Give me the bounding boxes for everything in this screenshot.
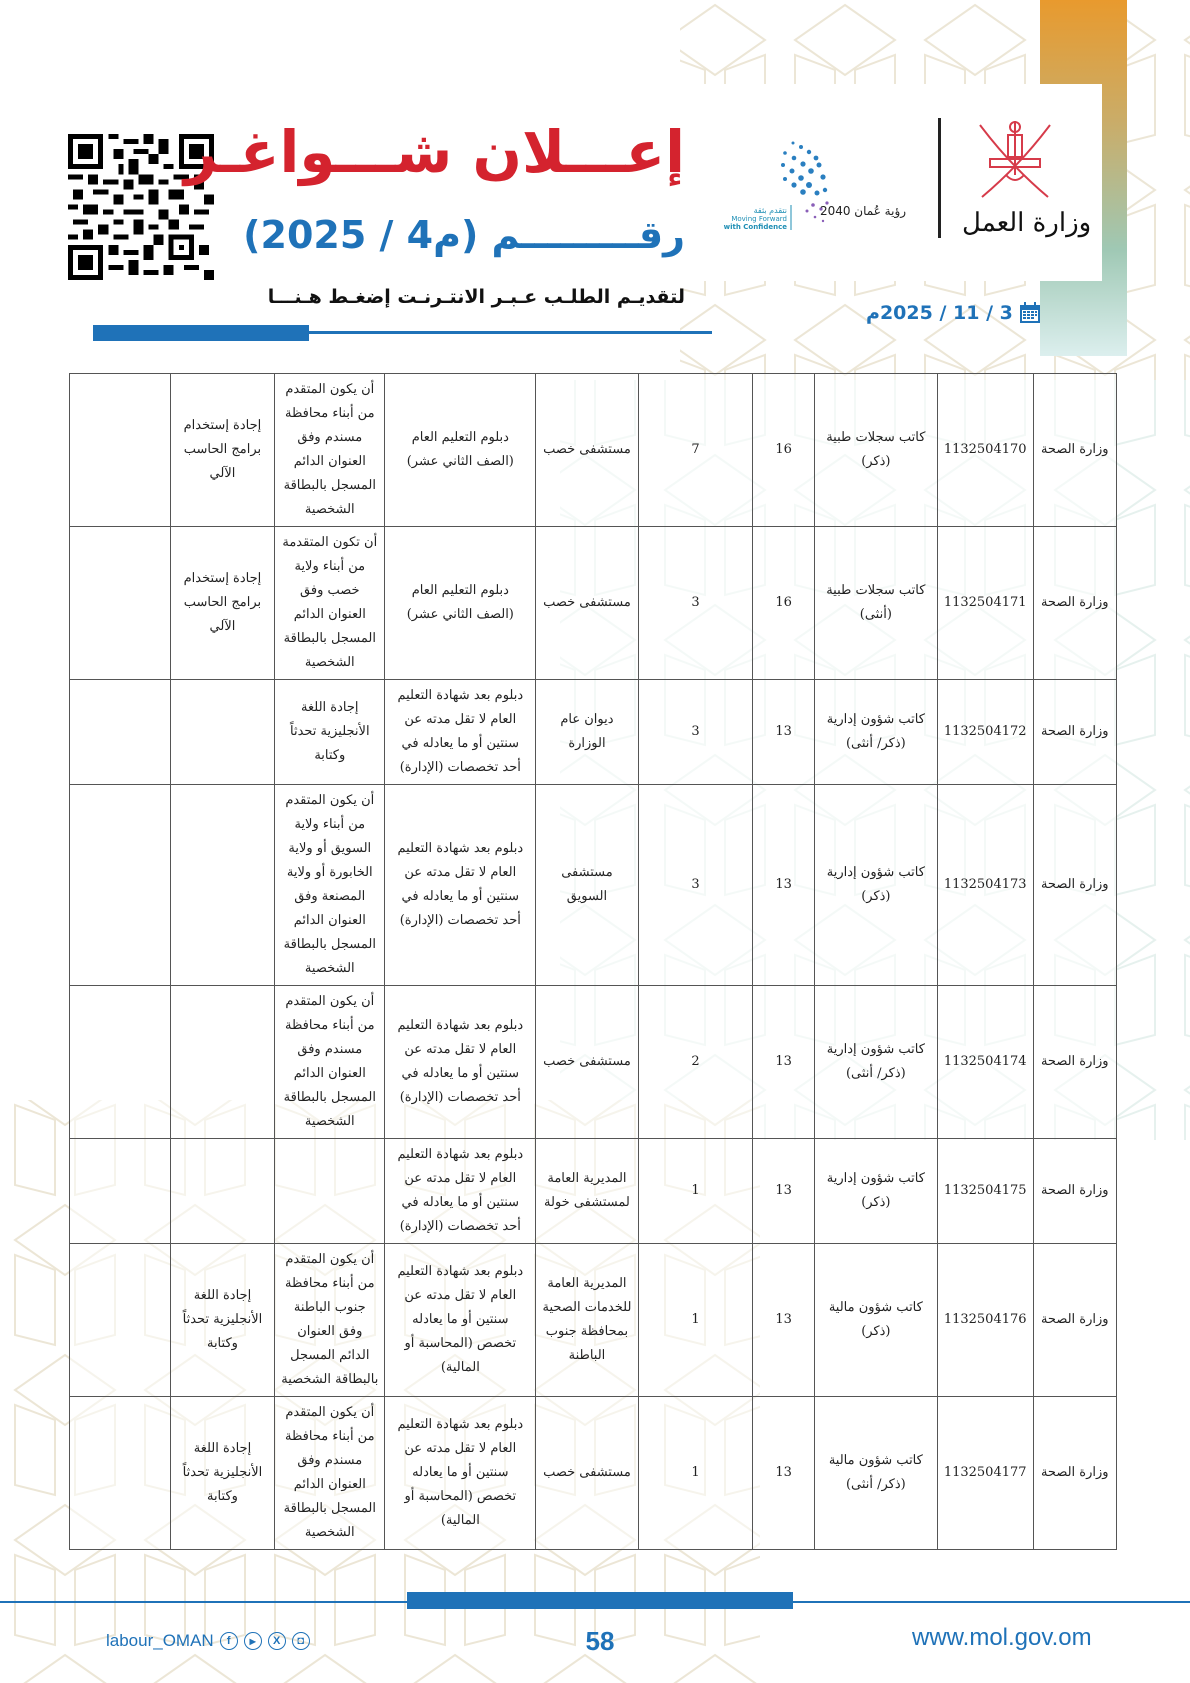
cell-job-title: كاتب شؤون مالية (ذكر/ أنثى) — [814, 1397, 937, 1550]
cell-grade: 16 — [753, 374, 815, 527]
cell-residence-condition: أن يكون المتقدم من أبناء محافظة مسندم وفق العنوان الدائم المسجل بالبطاقة الشخصية — [275, 1397, 385, 1550]
cell-skills: إجادة اللغة الأنجليزية تحدثاً وكتابة — [170, 1244, 274, 1397]
cell-vacancies: 3 — [638, 785, 753, 986]
cell-vacancies: 3 — [638, 527, 753, 680]
cell-ministry: وزارة الصحة — [1033, 1139, 1116, 1244]
footer-accent-bar — [407, 1592, 793, 1609]
youtube-icon[interactable]: ▶ — [244, 1632, 262, 1650]
oman-vision-2040-logo — [723, 135, 923, 245]
cell-grade: 13 — [753, 1139, 815, 1244]
cell-residence-condition: إجادة اللغة الأنجليزية تحدثاً وكتابة — [275, 680, 385, 785]
cell-vacancies: 7 — [638, 374, 753, 527]
cell-grade: 13 — [753, 986, 815, 1139]
vision-tagline-en-2: with Confidence — [723, 223, 787, 231]
cell-code: 1132504175 — [937, 1139, 1033, 1244]
cell-skills: إجادة إستخدام برامج الحاسب الآلي — [170, 374, 274, 527]
ministry-name: وزارة العمل — [962, 208, 1092, 238]
vacancies-table — [69, 373, 1117, 1550]
social-links — [106, 1631, 310, 1651]
facebook-icon[interactable]: f — [220, 1632, 238, 1650]
cell-notes — [70, 680, 171, 785]
cell-vacancies: 3 — [638, 680, 753, 785]
table-row — [70, 1397, 1117, 1550]
cell-job-title: كاتب شؤون مالية (ذكر) — [814, 1244, 937, 1397]
cell-qualification: دبلوم بعد شهادة التعليم العام لا تقل مدته عن سنتين أو ما يعادله تخصص (المحاسبة أو المالية) — [385, 1397, 536, 1550]
page-number: 58 — [585, 1626, 615, 1656]
cell-code: 1132504174 — [937, 986, 1033, 1139]
cell-ministry: وزارة الصحة — [1033, 680, 1116, 785]
cell-grade: 13 — [753, 1244, 815, 1397]
cell-residence-condition — [275, 1139, 385, 1244]
cell-skills — [170, 785, 274, 986]
cell-work-location: مستشفى خصب — [536, 527, 639, 680]
oman-emblem-icon — [970, 115, 1060, 205]
cell-ministry: وزارة الصحة — [1033, 785, 1116, 986]
cell-residence-condition: أن تكون المتقدمة من أبناء ولاية خصب وفق العنوان الدائم المسجل بالبطاقة الشخصية — [275, 527, 385, 680]
cell-job-title: كاتب سجلات طبية (أنثى) — [814, 527, 937, 680]
cell-vacancies: 1 — [638, 1244, 753, 1397]
cell-notes — [70, 527, 171, 680]
social-handle[interactable]: labour_OMAN — [106, 1631, 214, 1650]
cell-ministry: وزارة الصحة — [1033, 1397, 1116, 1550]
cell-qualification: دبلوم التعليم العام (الصف الثاني عشر) — [385, 527, 536, 680]
table-row — [70, 374, 1117, 527]
cell-ministry: وزارة الصحة — [1033, 1244, 1116, 1397]
cell-qualification: دبلوم بعد شهادة التعليم العام لا تقل مدته عن سنتين أو ما يعادله في أحد تخصصات (الإدارة) — [385, 680, 536, 785]
header-divider-line — [309, 331, 712, 334]
cell-grade: 16 — [753, 527, 815, 680]
cell-notes — [70, 1397, 171, 1550]
instagram-icon[interactable]: ◘ — [292, 1632, 310, 1650]
vision-tagline-en-1: Moving Forward — [731, 215, 787, 223]
cell-code: 1132504170 — [937, 374, 1033, 527]
announcement-number: رقـــــــــم (م4 / 2025) — [243, 213, 685, 257]
cell-job-title: كاتب شؤون إدارية (ذكر/ أنثى) — [814, 986, 937, 1139]
cell-vacancies: 1 — [638, 1139, 753, 1244]
announcement-date — [866, 302, 1041, 324]
cell-vacancies: 2 — [638, 986, 753, 1139]
cell-notes — [70, 1244, 171, 1397]
cell-skills — [170, 986, 274, 1139]
cell-work-location: المديرية العامة لمستشفى خولة — [536, 1139, 639, 1244]
cell-code: 1132504177 — [937, 1397, 1033, 1550]
cell-job-title: كاتب شؤون إدارية (ذكر/ أنثى) — [814, 680, 937, 785]
cell-skills — [170, 680, 274, 785]
cell-qualification: دبلوم بعد شهادة التعليم العام لا تقل مدته عن سنتين أو ما يعادله تخصص (المحاسبة أو المالية) — [385, 1244, 536, 1397]
cell-code: 1132504171 — [937, 527, 1033, 680]
cell-qualification: دبلوم بعد شهادة التعليم العام لا تقل مدته عن سنتين أو ما يعادله في أحد تخصصات (الإدارة) — [385, 1139, 536, 1244]
cell-notes — [70, 374, 171, 527]
cell-work-location: مستشفى خصب — [536, 1397, 639, 1550]
cell-qualification: دبلوم بعد شهادة التعليم العام لا تقل مدته عن سنتين أو ما يعادله في أحد تخصصات (الإدارة) — [385, 785, 536, 986]
table-row — [70, 986, 1117, 1139]
cell-notes — [70, 1139, 171, 1244]
cell-job-title: كاتب سجلات طبية (ذكر) — [814, 374, 937, 527]
cell-qualification: دبلوم بعد شهادة التعليم العام لا تقل مدته عن سنتين أو ما يعادله في أحد تخصصات (الإدارة) — [385, 986, 536, 1139]
cell-work-location: مستشفى خصب — [536, 986, 639, 1139]
table-row — [70, 680, 1117, 785]
cell-grade: 13 — [753, 785, 815, 986]
vision-tagline-ar: نتقدم بثقة — [753, 206, 787, 215]
vision-logo-text: رؤية عُمان 2040 — [819, 204, 907, 218]
header-accent-bar — [93, 325, 309, 341]
cell-skills — [170, 1139, 274, 1244]
cell-code: 1132504172 — [937, 680, 1033, 785]
cell-grade: 13 — [753, 680, 815, 785]
cell-residence-condition: أن يكون المتقدم من أبناء ولاية السويق أو ولاية الخابورة أو ولاية المصنعة وفق العنوان الدائم المسجل بالبطاقة الشخصية — [275, 785, 385, 986]
table-row — [70, 1244, 1117, 1397]
table-row — [70, 785, 1117, 986]
cell-ministry: وزارة الصحة — [1033, 527, 1116, 680]
cell-work-location: ديوان عام الوزارة — [536, 680, 639, 785]
calendar-icon — [1019, 302, 1041, 324]
cell-work-location: مستشفى السويق — [536, 785, 639, 986]
cell-ministry: وزارة الصحة — [1033, 986, 1116, 1139]
cell-skills: إجادة اللغة الأنجليزية تحدثاً وكتابة — [170, 1397, 274, 1550]
cell-residence-condition: أن يكون المتقدم من أبناء محافظة مسندم وفق العنوان الدائم المسجل بالبطاقة الشخصية — [275, 374, 385, 527]
cell-vacancies: 1 — [638, 1397, 753, 1550]
page-title: إعـــلان شـــواغـر — [184, 118, 685, 186]
cell-job-title: كاتب شؤون إدارية (ذكر) — [814, 785, 937, 986]
online-apply-link[interactable]: لتقديـم الطلـب عـبـر الانتـرنـت إضغـط هـنـــا — [267, 286, 685, 308]
x-icon[interactable]: X — [268, 1632, 286, 1650]
table-row — [70, 1139, 1117, 1244]
cell-notes — [70, 785, 171, 986]
cell-grade: 13 — [753, 1397, 815, 1550]
cell-work-location: المديرية العامة للخدمات الصحية بمحافظة جنوب الباطنة — [536, 1244, 639, 1397]
cell-skills: إجادة إستخدام برامج الحاسب الآلي — [170, 527, 274, 680]
website-link[interactable]: www.mol.gov.om — [912, 1624, 1092, 1651]
cell-code: 1132504176 — [937, 1244, 1033, 1397]
cell-residence-condition: أن يكون المتقدم من أبناء محافظة مسندم وفق العنوان الدائم المسجل بالبطاقة الشخصية — [275, 986, 385, 1139]
cell-code: 1132504173 — [937, 785, 1033, 986]
cell-qualification: دبلوم التعليم العام (الصف الثاني عشر) — [385, 374, 536, 527]
cell-ministry: وزارة الصحة — [1033, 374, 1116, 527]
cell-job-title: كاتب شؤون إدارية (ذكر) — [814, 1139, 937, 1244]
cell-notes — [70, 986, 171, 1139]
cell-work-location: مستشفى خصب — [536, 374, 639, 527]
logo-separator — [938, 118, 941, 238]
cell-residence-condition: أن يكون المتقدم من أبناء محافظة جنوب الباطنة وفق العنوان الدائم المسجل بالبطاقة الشخصية — [275, 1244, 385, 1397]
table-row — [70, 527, 1117, 680]
date-text: 3 / 11 / 2025م — [866, 302, 1013, 324]
